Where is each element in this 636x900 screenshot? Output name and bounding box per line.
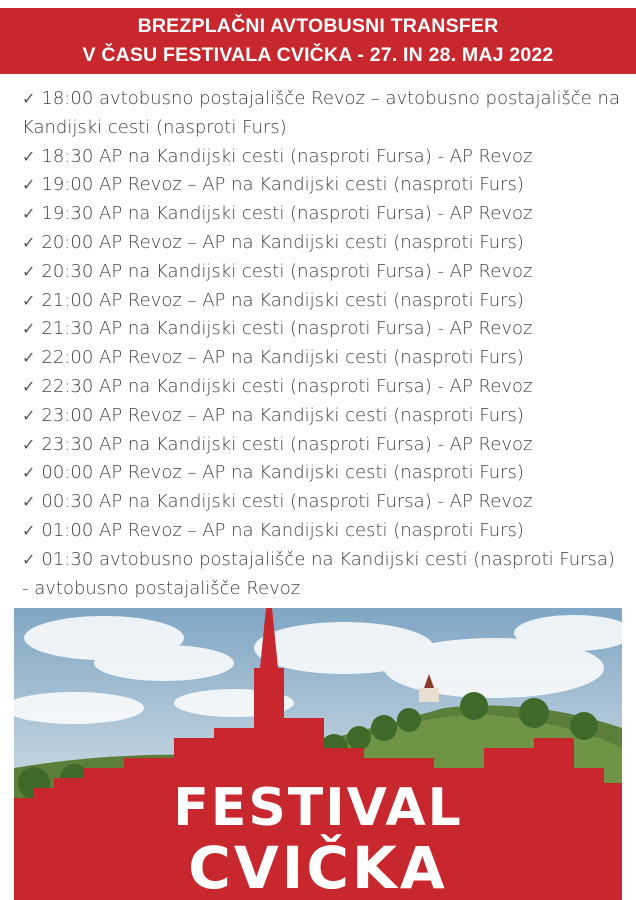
header-title-line2: V ČASU FESTIVALA CVIČKA - 27. IN 28. MAJ 2022 bbox=[82, 44, 554, 66]
check-icon: ✓ bbox=[22, 290, 36, 310]
schedule-item bbox=[22, 200, 622, 229]
schedule-list bbox=[22, 85, 622, 603]
schedule-text: 21:00 AP Revoz – AP na Kandijski cesti (nasproti Furs) bbox=[41, 289, 524, 311]
schedule-item bbox=[22, 488, 622, 517]
schedule-item bbox=[22, 315, 622, 344]
schedule-item bbox=[22, 85, 622, 143]
schedule-text: 23:00 AP Revoz – AP na Kandijski cesti (nasproti Furs) bbox=[41, 404, 524, 426]
schedule-text: 22:00 AP Revoz – AP na Kandijski cesti (nasproti Furs) bbox=[41, 347, 524, 369]
header-banner bbox=[0, 8, 636, 74]
schedule-text: 00:30 AP na Kandijski cesti (nasproti Fursa) - AP Revoz bbox=[41, 491, 533, 513]
check-icon: ✓ bbox=[22, 146, 36, 166]
check-icon: ✓ bbox=[22, 376, 36, 396]
schedule-item bbox=[22, 546, 622, 604]
schedule-item bbox=[22, 517, 622, 546]
check-icon: ✓ bbox=[22, 463, 36, 483]
check-icon: ✓ bbox=[22, 89, 36, 108]
schedule-text: 01:30 avtobusno postajališče na Kandijski cesti (nasproti Fursa) - avtobusno postajališče Revoz bbox=[22, 548, 615, 599]
schedule-text: 18:00 avtobusno postajališče Revoz – avtobusno postajališče na Kandijski cesti (nasproti Furs) bbox=[22, 88, 620, 138]
schedule-item bbox=[22, 344, 622, 373]
poster-title-festival: FESTIVAL bbox=[173, 778, 463, 838]
header-title-line1: BREZPLAČNI AVTOBUSNI TRANSFER bbox=[137, 15, 499, 37]
check-icon: ✓ bbox=[22, 492, 36, 512]
schedule-item bbox=[22, 143, 622, 172]
festival-poster bbox=[14, 608, 622, 900]
schedule-item bbox=[22, 402, 622, 431]
schedule-text: 20:30 AP na Kandijski cesti (nasproti Fursa) - AP Revoz bbox=[41, 260, 533, 282]
schedule-item bbox=[22, 431, 622, 460]
schedule-text: 22:30 AP na Kandijski cesti (nasproti Fursa) - AP Revoz bbox=[41, 375, 533, 397]
check-icon: ✓ bbox=[22, 405, 36, 425]
schedule-text: 01:00 AP Revoz – AP na Kandijski cesti (nasproti Furs) bbox=[41, 519, 524, 541]
check-icon: ✓ bbox=[22, 434, 36, 454]
check-icon: ✓ bbox=[22, 204, 36, 224]
schedule-item bbox=[22, 459, 622, 488]
check-icon: ✓ bbox=[22, 319, 36, 339]
schedule-item bbox=[22, 258, 622, 287]
schedule-item bbox=[22, 171, 622, 200]
check-icon: ✓ bbox=[22, 348, 36, 368]
schedule-text: 19:00 AP Revoz – AP na Kandijski cesti (nasproti Furs) bbox=[41, 174, 524, 196]
poster-title-cvicka: CVIČKA bbox=[188, 834, 448, 900]
check-icon: ✓ bbox=[22, 261, 36, 281]
check-icon: ✓ bbox=[22, 520, 36, 540]
schedule-item bbox=[22, 287, 622, 316]
schedule-text: 19:30 AP na Kandijski cesti (nasproti Fursa) - AP Revoz bbox=[41, 203, 533, 225]
schedule-text: 20:00 AP Revoz – AP na Kandijski cesti (nasproti Furs) bbox=[41, 231, 524, 253]
schedule-text: 18:30 AP na Kandijski cesti (nasproti Fursa) - AP Revoz bbox=[41, 145, 533, 167]
schedule-item bbox=[22, 229, 622, 258]
check-icon: ✓ bbox=[22, 175, 36, 195]
check-icon: ✓ bbox=[22, 232, 36, 252]
check-icon: ✓ bbox=[22, 549, 36, 569]
schedule-text: 23:30 AP na Kandijski cesti (nasproti Fursa) - AP Revoz bbox=[41, 433, 533, 455]
schedule-text: 00:00 AP Revoz – AP na Kandijski cesti (nasproti Furs) bbox=[41, 462, 524, 484]
schedule-item bbox=[22, 373, 622, 402]
schedule-text: 21:30 AP na Kandijski cesti (nasproti Fursa) - AP Revoz bbox=[41, 318, 533, 340]
